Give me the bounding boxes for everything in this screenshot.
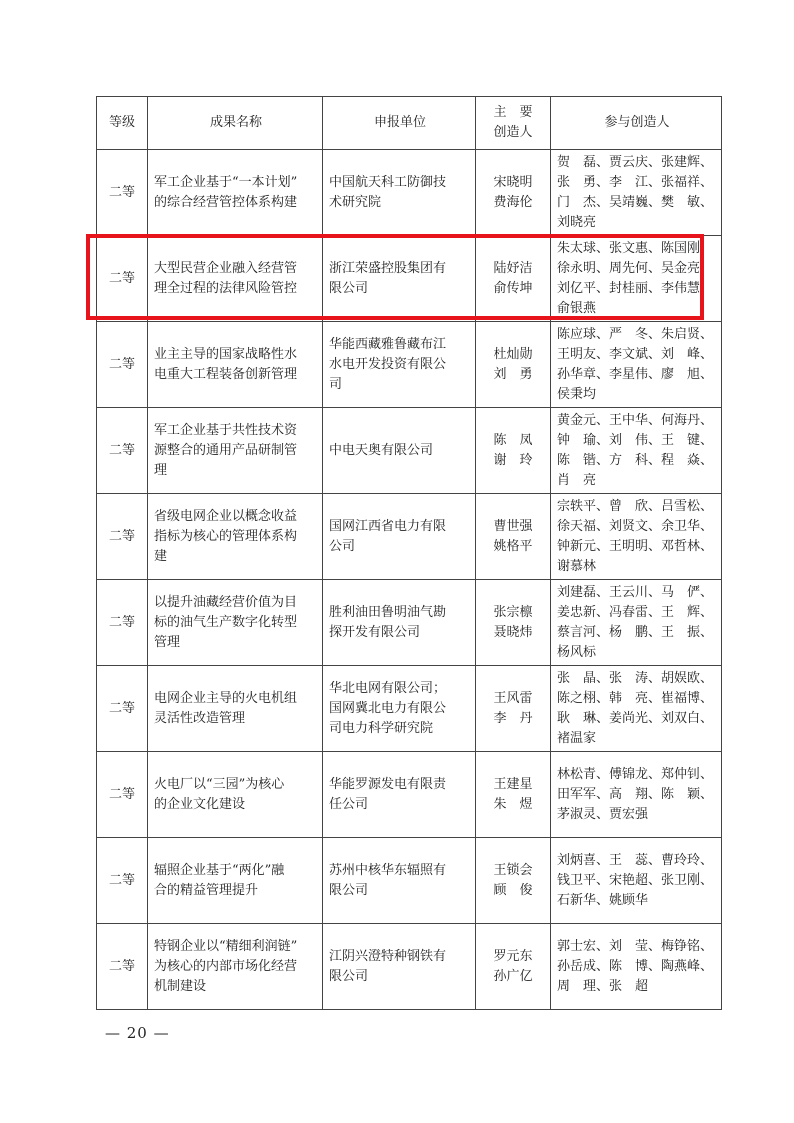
cell-applicant-unit: 浙江荣盛控股集团有 限公司 xyxy=(323,236,476,322)
cell-applicant-unit: 华北电网有限公司； 国网冀北电力有限公 司电力科学研究院 xyxy=(323,666,476,752)
cell-applicant-unit: 国网江西省电力有限 公司 xyxy=(323,494,476,580)
cell-applicant-unit: 胜利油田鲁明油气勘 探开发有限公司 xyxy=(323,580,476,666)
table-row xyxy=(97,150,722,236)
cell-grade: 二等 xyxy=(97,150,148,236)
table-row xyxy=(97,838,722,924)
cell-applicant-unit: 华能罗源发电有限责 任公司 xyxy=(323,752,476,838)
cell-achievement-name: 业主主导的国家战略性水 电重大工程装备创新管理 xyxy=(148,322,323,408)
cell-participants: 贺 磊、贾云庆、张建辉、 张 勇、李 江、张福祥、 门 杰、吴靖巍、樊 敏、 刘晓亮 xyxy=(551,150,722,236)
cell-main-creators: 杜灿勋 刘 勇 xyxy=(476,322,551,408)
cell-achievement-name: 火电厂以“三园”为核心 的企业文化建设 xyxy=(148,752,323,838)
cell-grade: 二等 xyxy=(97,752,148,838)
cell-main-creators: 陆妤洁 俞传坤 xyxy=(476,236,551,322)
cell-achievement-name: 特钢企业以“精细利润链” 为核心的内部市场化经营 机制建设 xyxy=(148,924,323,1010)
cell-main-creators: 王风雷 李 丹 xyxy=(476,666,551,752)
awards-table-container xyxy=(96,96,714,1010)
cell-main-creators: 罗元东 孙广亿 xyxy=(476,924,551,1010)
cell-participants: 张 晶、张 涛、胡娱欧、 陈之栩、韩 亮、崔福博、 耿 琳、姜尚光、刘双白、 褚温家 xyxy=(551,666,722,752)
cell-main-creators: 王锁会 顾 俊 xyxy=(476,838,551,924)
cell-participants: 朱太球、张文惠、陈国刚、 徐永明、周先何、吴金亮、 刘亿平、封桂丽、李伟慧、 俞银燕 xyxy=(551,236,722,322)
page-number: — 20 — xyxy=(105,1024,170,1042)
cell-achievement-name: 以提升油藏经营价值为目 标的油气生产数字化转型 管理 xyxy=(148,580,323,666)
cell-achievement-name: 军工企业基于共性技术资 源整合的通用产品研制管 理 xyxy=(148,408,323,494)
header-grade: 等级 xyxy=(97,97,148,150)
cell-main-creators: 张宗檩 聂晓炜 xyxy=(476,580,551,666)
table-header-row xyxy=(97,97,722,150)
cell-participants: 刘建磊、王云川、马 俨、 姜忠新、冯春雷、王 辉、 蔡言河、杨 鹏、王 振、 杨风标 xyxy=(551,580,722,666)
cell-achievement-name: 辐照企业基于“两化”融 合的精益管理提升 xyxy=(148,838,323,924)
cell-grade: 二等 xyxy=(97,666,148,752)
cell-main-creators: 曹世强 姚格平 xyxy=(476,494,551,580)
cell-achievement-name: 大型民营企业融入经营管 理全过程的法律风险管控 xyxy=(148,236,323,322)
table-row xyxy=(97,752,722,838)
cell-participants: 陈应球、严 冬、朱启贤、 王明友、李文斌、刘 峰、 孙华章、李星伟、廖 旭、 侯秉均 xyxy=(551,322,722,408)
cell-grade: 二等 xyxy=(97,838,148,924)
header-achievement-name: 成果名称 xyxy=(148,97,323,150)
cell-grade: 二等 xyxy=(97,924,148,1010)
header-applicant-unit: 申报单位 xyxy=(323,97,476,150)
cell-applicant-unit: 苏州中核华东辐照有 限公司 xyxy=(323,838,476,924)
table-row xyxy=(97,580,722,666)
cell-main-creators: 陈 凤 谢 玲 xyxy=(476,408,551,494)
cell-applicant-unit: 江阴兴澄特种钢铁有 限公司 xyxy=(323,924,476,1010)
cell-grade: 二等 xyxy=(97,494,148,580)
cell-main-creators: 王建星 朱 煜 xyxy=(476,752,551,838)
cell-main-creators: 宋晓明 费海伦 xyxy=(476,150,551,236)
cell-achievement-name: 军工企业基于“一本计划” 的综合经营管控体系构建 xyxy=(148,150,323,236)
table-row xyxy=(97,494,722,580)
awards-table xyxy=(96,96,722,1010)
cell-participants: 刘炳喜、王 蕊、曹玲玲、 钱卫平、宋艳超、张卫刚、 石新华、姚顾华 xyxy=(551,838,722,924)
header-participants: 参与创造人 xyxy=(551,97,722,150)
table-row xyxy=(97,322,722,408)
header-main-creators: 主 要 创造人 xyxy=(476,97,551,150)
cell-grade: 二等 xyxy=(97,236,148,322)
cell-achievement-name: 电网企业主导的火电机组 灵活性改造管理 xyxy=(148,666,323,752)
cell-participants: 郭士宏、刘 莹、梅铮铭、 孙岳成、陈 博、陶燕峰、 周 理、张 超 xyxy=(551,924,722,1010)
cell-grade: 二等 xyxy=(97,408,148,494)
table-row xyxy=(97,666,722,752)
cell-achievement-name: 省级电网企业以概念收益 指标为核心的管理体系构 建 xyxy=(148,494,323,580)
cell-applicant-unit: 中国航天科工防御技 术研究院 xyxy=(323,150,476,236)
cell-participants: 宗轶平、曾 欣、吕雪松、 徐天福、刘贤文、余卫华、 钟新元、王明明、邓哲林、 谢慕林 xyxy=(551,494,722,580)
table-row xyxy=(97,408,722,494)
cell-grade: 二等 xyxy=(97,580,148,666)
table-row xyxy=(97,236,722,322)
cell-applicant-unit: 华能西藏雅鲁藏布江 水电开发投资有限公 司 xyxy=(323,322,476,408)
cell-participants: 林松青、傅锦龙、郑仲钊、 田军军、高 翔、陈 颖、 茅淑灵、贾宏强 xyxy=(551,752,722,838)
table-row xyxy=(97,924,722,1010)
cell-grade: 二等 xyxy=(97,322,148,408)
cell-participants: 黄金元、王中华、何海丹、 钟 瑜、刘 伟、王 键、 陈 锴、方 科、程 焱、 肖 亮 xyxy=(551,408,722,494)
cell-applicant-unit: 中电天奥有限公司 xyxy=(323,408,476,494)
